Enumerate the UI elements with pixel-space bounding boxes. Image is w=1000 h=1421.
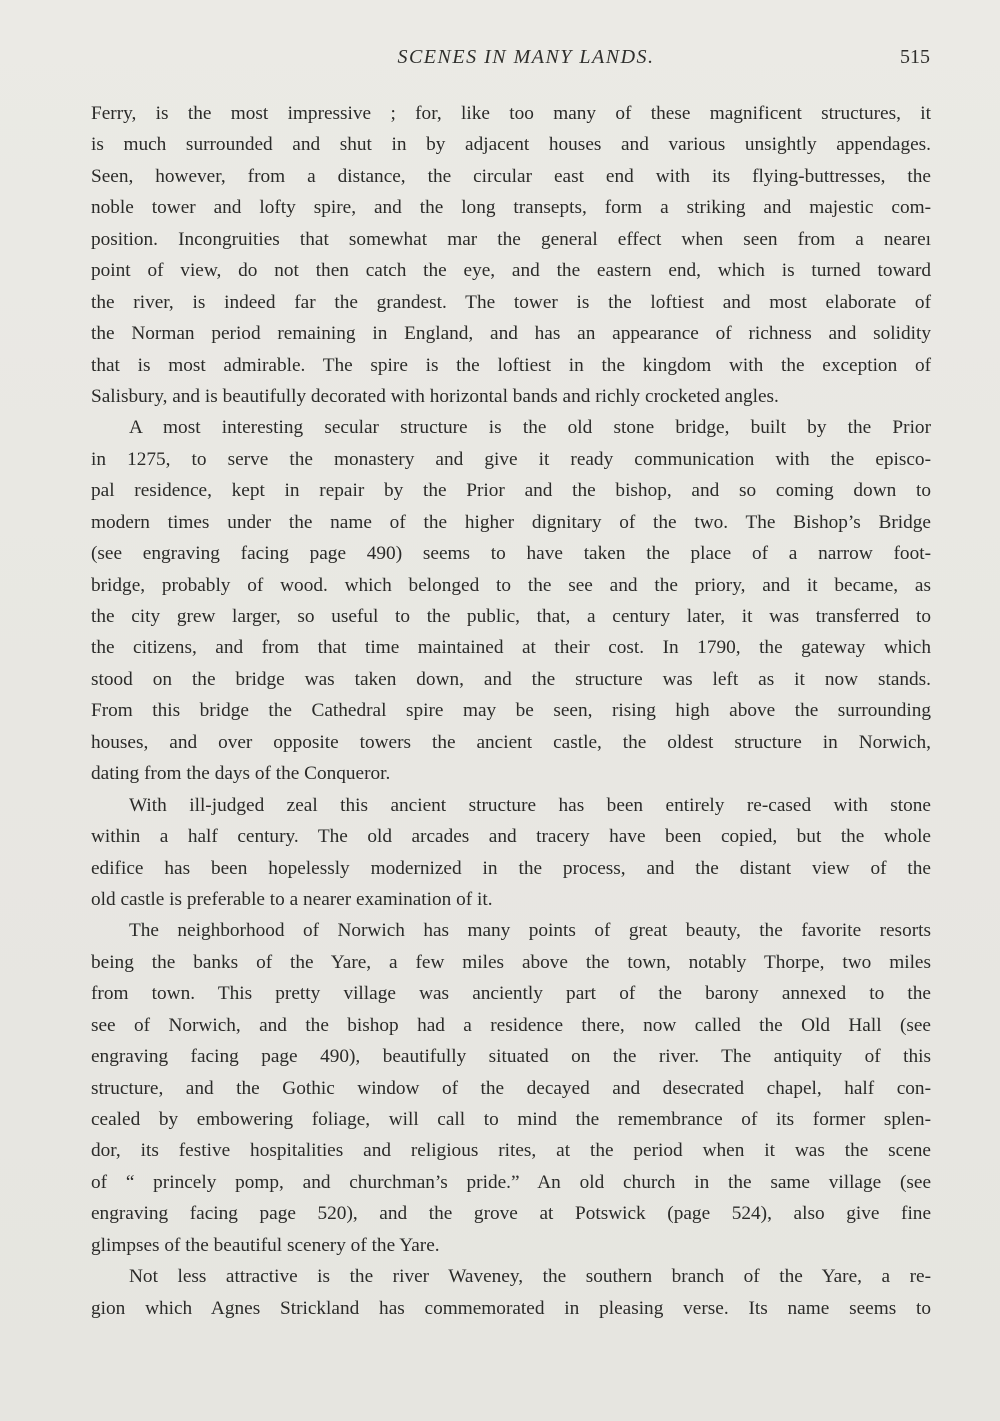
text-line: the citizens, and from that time maintained at their cost. In 1790, the gateway which bbox=[91, 637, 931, 659]
text-line: structure, and the Gothic window of the decayed and desecrated chapel, half con- bbox=[91, 1077, 931, 1099]
text-line: The neighborhood of Norwich has many points of great beauty, the favorite resorts bbox=[129, 920, 931, 942]
text-line: in 1275, to serve the monastery and give it ready communication with the episco- bbox=[91, 448, 931, 470]
text-line: of “ princely pomp, and churchman’s pride.” An old church in the same village (see bbox=[91, 1171, 931, 1193]
text-line: the city grew larger, so useful to the public, that, a century later, it was transferred to bbox=[91, 606, 931, 627]
text-line: the river, is indeed far the grandest. The tower is the loftiest and most elaborate of bbox=[91, 291, 931, 313]
text-line: stood on the bridge was taken down, and the structure was left as it now stands. bbox=[91, 668, 931, 690]
text-line: From this bridge the Cathedral spire may be seen, rising high above the surrounding bbox=[91, 700, 931, 722]
text-line: bridge, probably of wood. which belonged to the see and the priory, and it became, as bbox=[91, 574, 931, 596]
text-line: pal residence, kept in repair by the Prior and the bishop, and so coming down to bbox=[91, 480, 931, 502]
page-header bbox=[92, 46, 930, 74]
text-line: the Norman period remaining in England, and has an appearance of richness and solidity bbox=[91, 323, 931, 345]
text-line: With ill-judged zeal this ancient structure has been entirely re-cased with stone bbox=[129, 794, 931, 816]
text-line: gion which Agnes Strickland has commemorated in pleasing verse. Its name seems to bbox=[91, 1297, 931, 1319]
text-line: Ferry, is the most impressive ; for, like too many of these magnificent structures, it bbox=[91, 103, 931, 124]
text-line: Salisbury, and is beautifully decorated with horizontal bands and richly crocketed angles. bbox=[91, 385, 779, 407]
text-line: Not less attractive is the river Waveney, the southern branch of the Yare, a re- bbox=[129, 1266, 931, 1288]
text-line: modern times under the name of the higher dignitary of the two. The Bishop’s Bridge bbox=[91, 511, 931, 533]
text-line: A most interesting secular structure is the old stone bridge, built by the Prior bbox=[129, 417, 931, 439]
text-line: that is most admirable. The spire is the loftiest in the kingdom with the exception of bbox=[91, 354, 931, 376]
text-line: from town. This pretty village was anciently part of the barony annexed to the bbox=[91, 983, 931, 1005]
page-number: 515 bbox=[900, 46, 930, 68]
text-line: dor, its festive hospitalities and religious rites, at the period when it was the scene bbox=[91, 1140, 931, 1162]
text-line: edifice has been hopelessly modernized in the process, and the distant view of the bbox=[91, 857, 931, 879]
text-line: glimpses of the beautiful scenery of the Yare. bbox=[91, 1234, 440, 1256]
text-line: houses, and over opposite towers the ancient castle, the oldest structure in Norwich, bbox=[91, 731, 931, 753]
text-line: point of view, do not then catch the eye, and the eastern end, which is turned toward bbox=[91, 260, 931, 282]
text-line: within a half century. The old arcades and tracery have been copied, but the whole bbox=[91, 826, 931, 848]
running-title: SCENES IN MANY LANDS. bbox=[397, 46, 655, 68]
text-line: old castle is preferable to a nearer examination of it. bbox=[91, 888, 493, 910]
text-line: being the banks of the Yare, a few miles above the town, notably Thorpe, two miles bbox=[91, 951, 931, 973]
text-line: position. Incongruities that somewhat mar the general effect when seen from a neareı bbox=[91, 228, 931, 250]
body-text bbox=[91, 98, 931, 1324]
text-line: Seen, however, from a distance, the circular east end with its flying-buttresses, the bbox=[91, 165, 931, 187]
text-line: is much surrounded and shut in by adjacent houses and various unsightly appendages. bbox=[91, 134, 931, 156]
text-line: cealed by embowering foliage, will call to mind the remembrance of its former splen- bbox=[91, 1109, 931, 1130]
text-line: engraving facing page 490), beautifully situated on the river. The antiquity of this bbox=[91, 1046, 931, 1068]
text-line: see of Norwich, and the bishop had a residence there, now called the Old Hall (see bbox=[91, 1014, 931, 1036]
text-line: noble tower and lofty spire, and the long transepts, form a striking and majestic com- bbox=[91, 197, 931, 219]
text-line: engraving facing page 520), and the grove at Potswick (page 524), also give fine bbox=[91, 1203, 931, 1225]
text-line: dating from the days of the Conqueror. bbox=[91, 763, 391, 785]
text-line: (see engraving facing page 490) seems to have taken the place of a narrow foot- bbox=[91, 543, 931, 565]
